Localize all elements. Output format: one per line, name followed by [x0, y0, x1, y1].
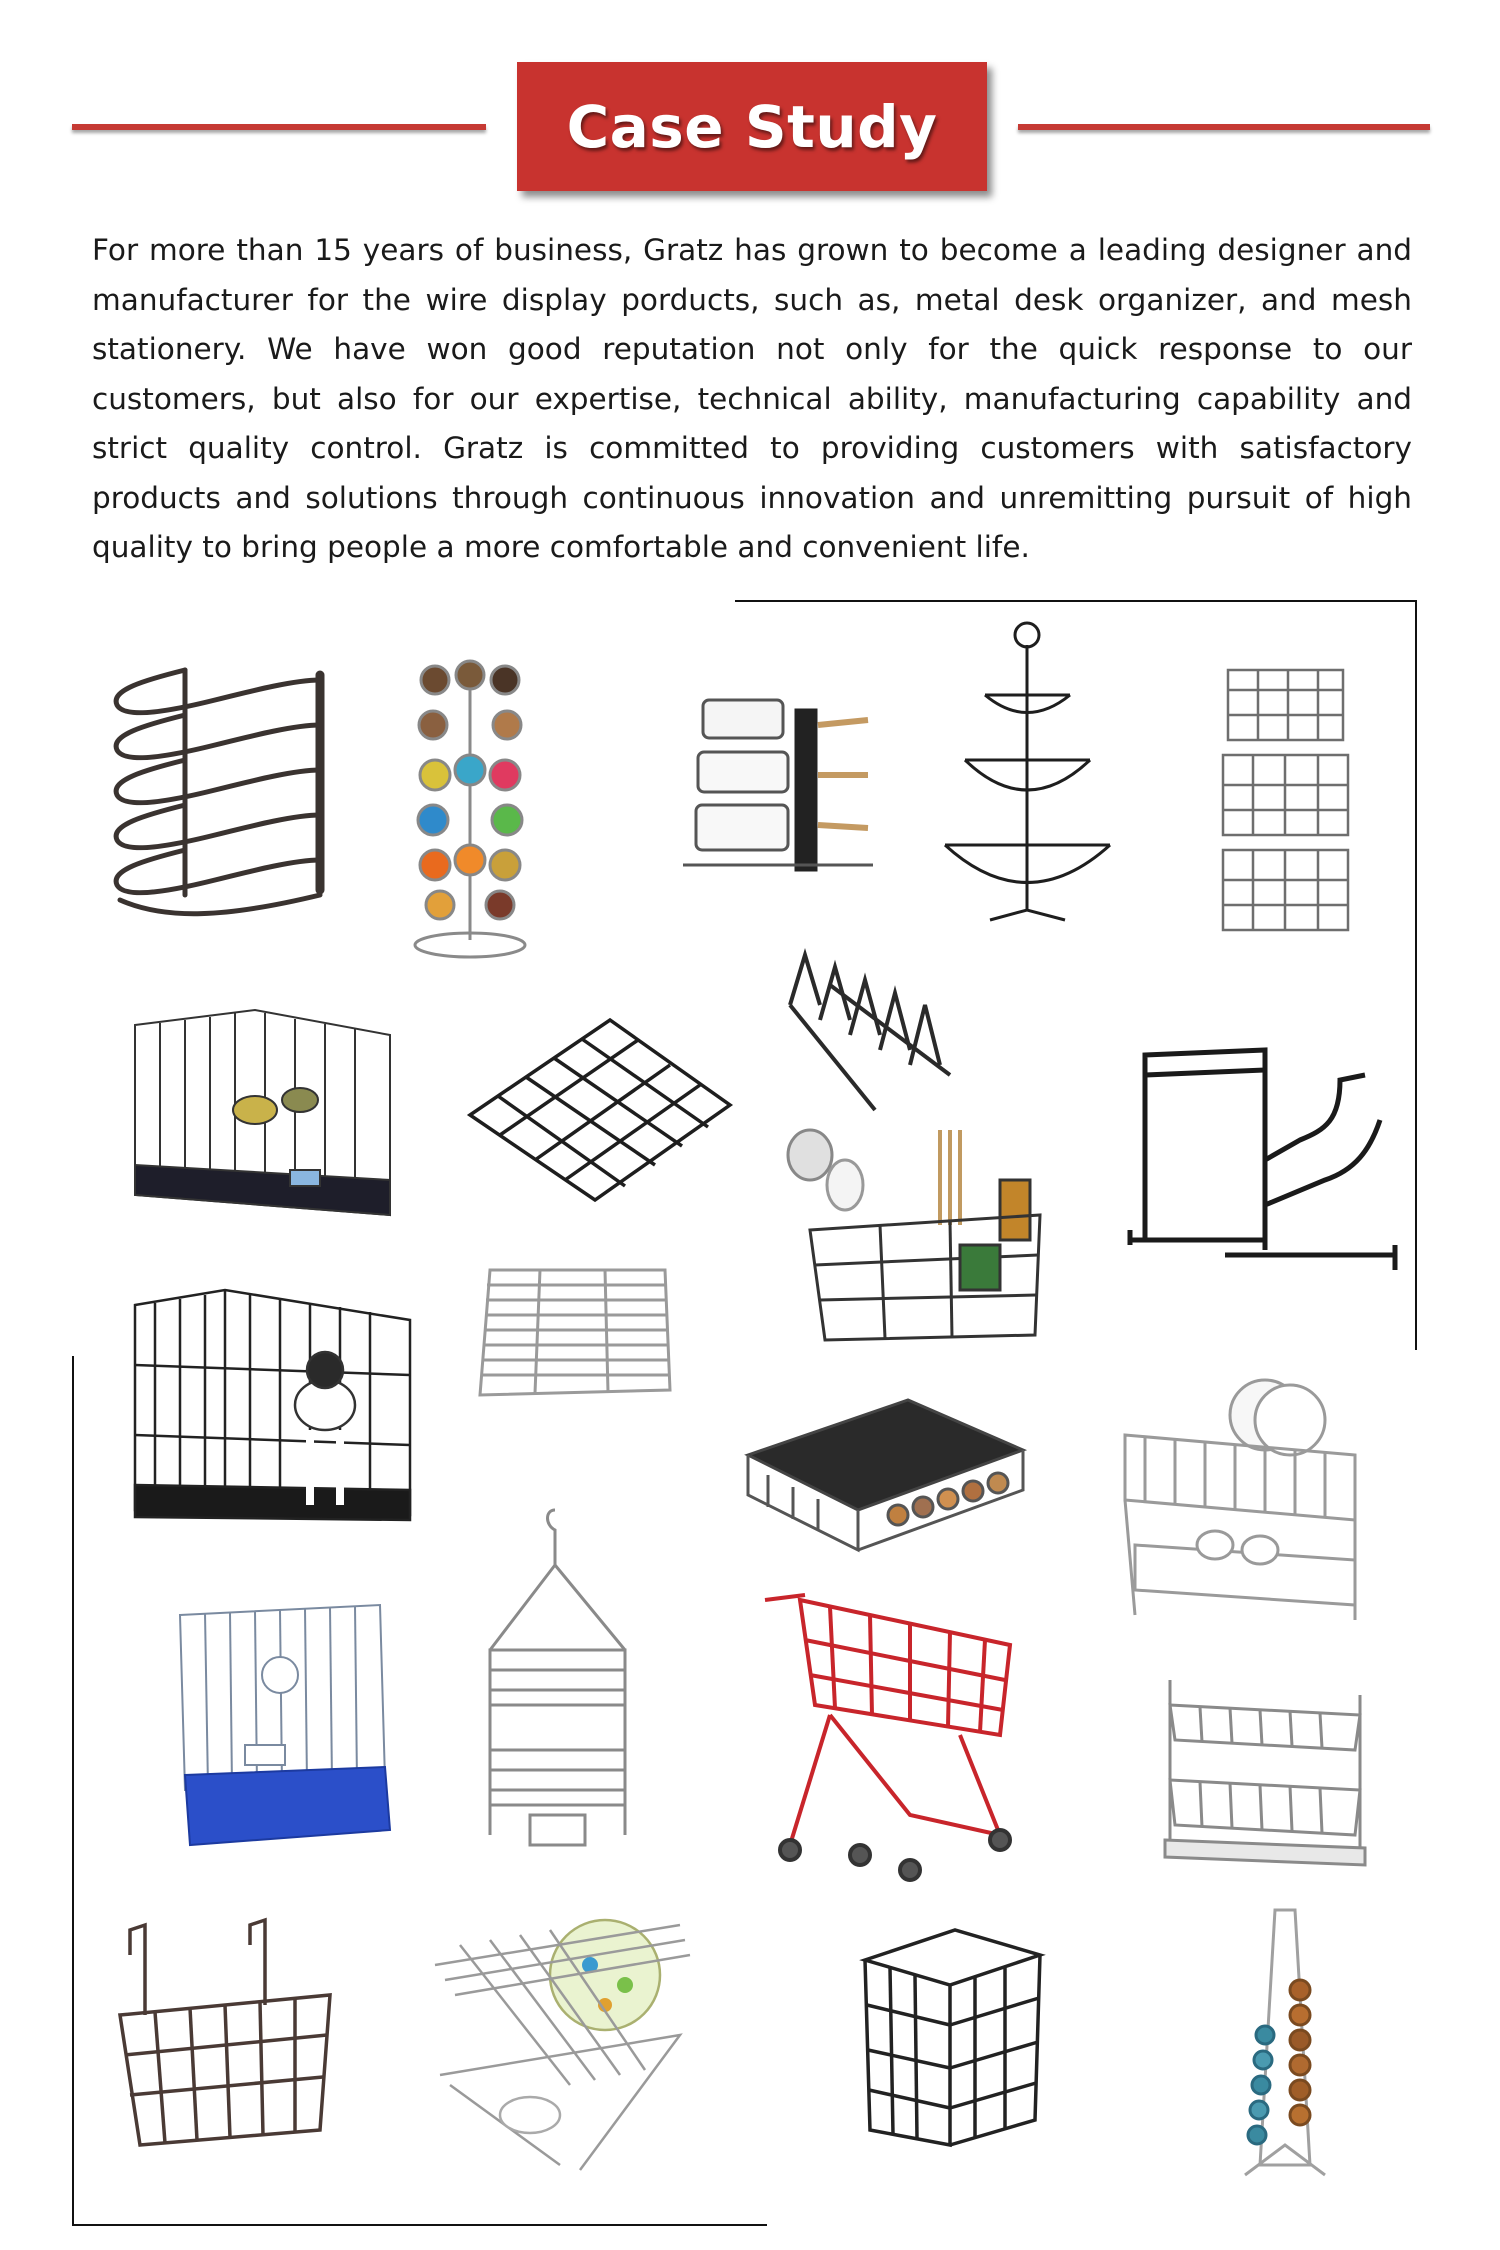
pan-rack-icon: [105, 650, 335, 925]
small-bird-cage-icon: [170, 1595, 395, 1855]
two-tier-dish-rack-icon: [1160, 1670, 1370, 1880]
wire-cube-basket-icon: [855, 1920, 1050, 2150]
dog-crate-icon: [125, 1285, 415, 1540]
utensil-caddy-icon: [770, 1125, 1060, 1345]
fruit-basket-tier-icon: [935, 620, 1120, 940]
intro-paragraph: For more than 15 years of business, Gratz has grown to become a leading designer and manufacturer for the wire display porducts, such as, metal desk organizer, and mesh stationery. We have won good reputation not only for the quick response to our customers, but also for our expertise, technical ability, manufacturing capability and strict quality control. Gratz is committed to providing customers with satisfactory products and solutions through continuous innovation and unremitting pursuit of high quality to bring people a more comfortable and convenient life.: [92, 233, 1412, 564]
dish-drainer-icon: [1115, 1375, 1375, 1630]
frame-line-left: [72, 1356, 74, 2226]
frame-line-bottom: [72, 2224, 767, 2226]
bird-cage-icon: [125, 1005, 397, 1233]
frame-line-top: [735, 600, 1417, 602]
cooling-rack-icon: [470, 1265, 675, 1400]
pot-organizer-icon: [678, 680, 883, 885]
folding-plate-rack-icon: [430, 1905, 710, 2180]
pod-drawer-icon: [738, 1395, 1028, 1565]
shower-caddy-icon: [485, 1505, 635, 1865]
frame-line-right: [1415, 600, 1417, 1350]
cutting-board-rack-icon: [780, 945, 960, 1120]
wire-tray-icon: [460, 1010, 740, 1210]
coffee-pod-tower-icon: [395, 650, 545, 970]
shopping-cart-icon: [760, 1585, 1020, 1885]
title-rule-left: [72, 124, 486, 130]
lid-rack-icon: [1125, 1030, 1400, 1280]
wall-wire-basket-icon: [1218, 660, 1353, 940]
title-rule-right: [1018, 124, 1430, 130]
capsule-tower-icon: [1225, 1905, 1345, 2185]
door-hanging-basket-icon: [115, 1915, 340, 2155]
page-title: Case Study: [566, 92, 938, 161]
title-banner: [517, 62, 987, 191]
